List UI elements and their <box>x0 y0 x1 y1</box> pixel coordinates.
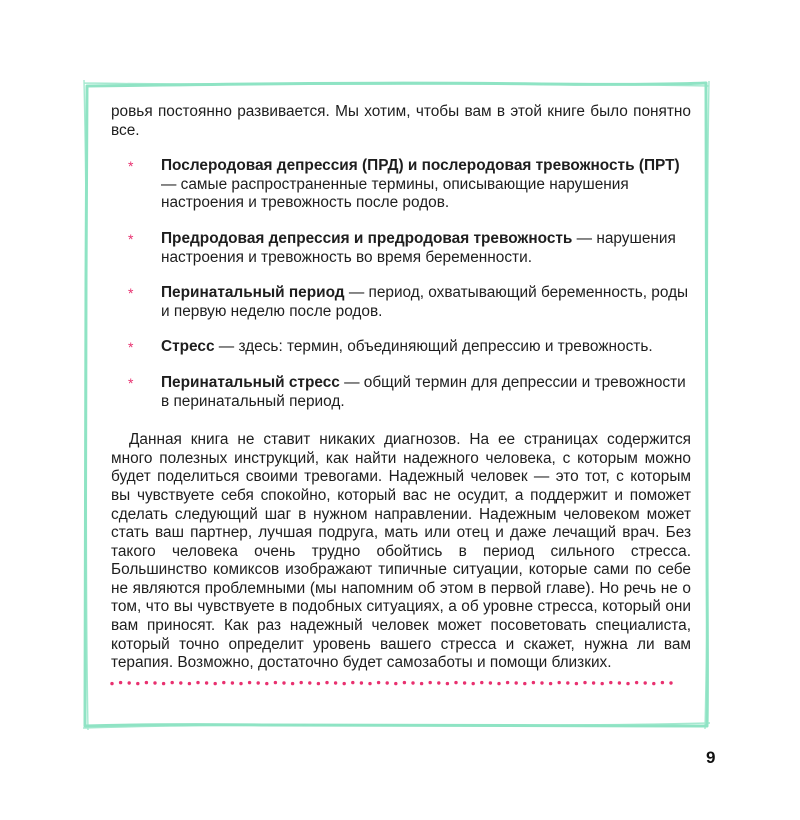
divider-dot <box>669 681 672 684</box>
divider-dot <box>179 681 182 684</box>
dotted-divider <box>108 678 684 688</box>
divider-dot <box>635 681 638 684</box>
divider-dot <box>368 682 371 685</box>
divider-dot <box>601 682 604 685</box>
asterisk-bullet-icon: * <box>128 285 134 302</box>
divider-dot <box>566 681 569 684</box>
divider-dot <box>515 681 518 684</box>
divider-dot <box>661 681 664 684</box>
divider-dot <box>540 681 543 684</box>
divider-dot <box>644 681 647 684</box>
divider-dot <box>248 681 251 684</box>
divider-dot <box>652 682 655 685</box>
glossary-term: Стресс <box>161 338 215 356</box>
divider-dot <box>274 681 277 684</box>
glossary-list <box>111 157 691 411</box>
body-paragraph: Данная книга не ставит никаких диагнозов. На ее страницах содержится много полезных инструкций, как найти надежного человека, с которым можно будет поделиться своими тревогами. Надежный человек — это тот, с которым вы чувствуете себя спокойно, который вас не осудит, а поддержит и поможет сделать следующий шаг в нужном направлении. Надежным человеком может стать ваш партнер, лучшая подруга, мать или отец и даже лечащий врач. Без такого человека очень трудно обойтись в период сильного стресса. Большинство комиксов изображают типичные ситуации, которые сами по себе не являются проблемными (мы напомним об этом в первой главе). Но речь не о том, что вы чувствуете в подобных ситуациях, а об уровне стресса, который они вам приносят. Как раз надежный человек может посоветовать специалиста, который точно определит уровень вашего стресса и скажет, нужна ли вам терапия. Возможно, достаточно будет самозаботы и помощи близких. <box>111 431 691 672</box>
divider-dot <box>257 681 260 684</box>
divider-dot <box>618 681 621 684</box>
divider-dot <box>609 681 612 684</box>
divider-dot <box>437 681 440 684</box>
glossary-definition: — общий термин для депрессии и тревожности в перинатальный период. <box>161 373 686 410</box>
divider-dot <box>575 682 578 685</box>
asterisk-bullet-icon: * <box>128 374 134 391</box>
glossary-term: Перинатальный период <box>161 284 345 302</box>
divider-dot <box>265 682 268 685</box>
divider-dot <box>128 681 131 684</box>
divider-dot <box>506 681 509 684</box>
glossary-item <box>111 284 691 321</box>
divider-dot <box>403 681 406 684</box>
divider-dot <box>325 681 328 684</box>
divider-dot <box>480 681 483 684</box>
divider-dot <box>420 682 423 685</box>
divider-dot <box>222 681 225 684</box>
divider-dot <box>231 681 234 684</box>
divider-dot <box>110 682 113 685</box>
divider-dot <box>119 681 122 684</box>
divider-dot <box>454 681 457 684</box>
divider-dot <box>136 682 139 685</box>
divider-dot <box>411 681 414 684</box>
divider-dot <box>592 681 595 684</box>
divider-dot <box>214 682 217 685</box>
glossary-item <box>111 230 691 267</box>
divider-dot <box>549 682 552 685</box>
divider-dot <box>343 682 346 685</box>
glossary-item <box>111 374 691 411</box>
divider-dot <box>446 682 449 685</box>
page-number: 9 <box>706 748 716 767</box>
page-content <box>111 103 691 673</box>
glossary-term: Послеродовая депрессия (ПРД) и послеродовая тревожность (ПРТ) <box>161 157 680 175</box>
divider-dot <box>532 681 535 684</box>
divider-dot <box>497 682 500 685</box>
divider-dot <box>188 682 191 685</box>
divider-dot <box>472 682 475 685</box>
divider-dot <box>394 682 397 685</box>
asterisk-bullet-icon: * <box>128 230 134 247</box>
asterisk-bullet-icon: * <box>128 339 134 356</box>
asterisk-bullet-icon: * <box>128 158 134 175</box>
glossary-definition: — нарушения настроения и тревожность во время беременности. <box>161 229 676 266</box>
divider-dot <box>317 682 320 685</box>
divider-dot <box>308 681 311 684</box>
divider-dot <box>334 681 337 684</box>
divider-dot <box>196 681 199 684</box>
divider-dot <box>171 681 174 684</box>
divider-dot <box>205 681 208 684</box>
divider-dot <box>463 681 466 684</box>
divider-dot <box>291 682 294 685</box>
glossary-definition: — здесь: термин, объединяющий депрессию и тревожность. <box>214 338 653 356</box>
divider-dot <box>351 681 354 684</box>
glossary-term: Предродовая депрессия и предродовая тревожность <box>161 229 573 247</box>
divider-dot <box>523 682 526 685</box>
glossary-definition: — самые распространенные термины, описывающие нарушения настроения и тревожность после родов. <box>161 175 629 212</box>
divider-dot <box>489 681 492 684</box>
divider-dot <box>583 681 586 684</box>
divider-dot <box>360 681 363 684</box>
divider-dot <box>300 681 303 684</box>
glossary-item <box>111 157 691 213</box>
divider-dot <box>558 681 561 684</box>
divider-dot <box>386 681 389 684</box>
divider-dot <box>239 682 242 685</box>
glossary-term: Перинатальный стресс <box>161 373 340 391</box>
glossary-item <box>111 338 691 357</box>
divider-dot <box>626 682 629 685</box>
divider-dot <box>153 681 156 684</box>
intro-paragraph: ровья постоянно развивается. Мы хотим, чтобы вам в этой книге было понятно все. <box>111 103 691 139</box>
divider-dot <box>162 682 165 685</box>
divider-dot <box>429 681 432 684</box>
divider-dot <box>377 681 380 684</box>
divider-dot <box>282 681 285 684</box>
glossary-definition: — период, охватывающий беременность, роды и первую неделю после родов. <box>161 284 689 320</box>
divider-dot <box>145 681 148 684</box>
